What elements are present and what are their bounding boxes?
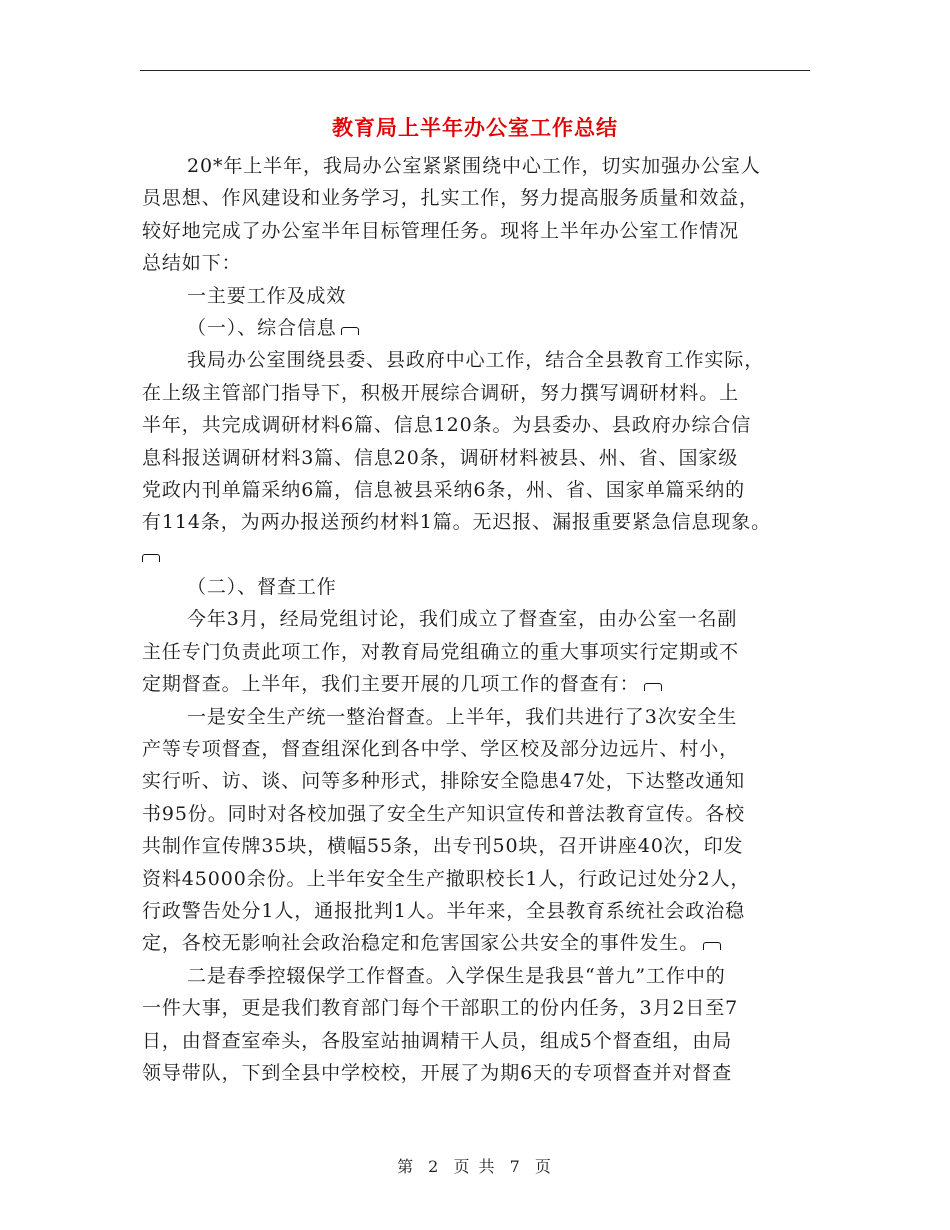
paragraph-line: 书95份。同时对各校加强了安全生产知识宣传和普法教育宣传。各校 [142, 802, 746, 825]
paragraph-line: 员思想、作风建设和业务学习，扎实工作，努力提高服务质量和效益， [142, 187, 759, 210]
paragraph-mark-icon [644, 683, 662, 691]
footer-prefix: 第 [397, 1157, 416, 1176]
subsection-heading: （二）、督查工作 [187, 576, 337, 599]
paragraph-line: 资料45000余份。上半年安全生产撤职校长1人，行政记过处分2人， [142, 867, 751, 890]
header-rule [140, 70, 810, 71]
document-body [142, 150, 822, 1089]
section-heading: 一主要工作及成效 [187, 284, 347, 307]
paragraph-line: 我局办公室围绕县委、县政府中心工作，结合全县教育工作实际， [187, 349, 765, 372]
paragraph-line: 日，由督查室牵头，各股室站抽调精干人员，组成5个督查组，由局 [142, 1029, 733, 1052]
paragraph-line: 在上级主管部门指导下，积极开展综合调研，努力撰写调研材料。上 [142, 381, 740, 404]
paragraph-line [142, 539, 822, 571]
footer-middle: 页 共 [453, 1157, 497, 1176]
paragraph-line: 二是春季控辍保学工作督查。入学保生是我县“普九”工作中的 [187, 964, 726, 987]
paragraph-line: 总结如下： [142, 252, 242, 275]
paragraph-line: 主任专门负责此项工作，对教育局党组确立的重大事项实行定期或不 [142, 640, 740, 663]
paragraph-line: 行政警告处分1人，通报批判1人。半年来，全县教育系统社会政治稳 [142, 899, 746, 922]
paragraph-line: 实行听、访、谈、问等多种形式，排除安全隐患47处，下达整改通知 [142, 770, 746, 793]
paragraph-mark-icon [341, 327, 359, 335]
paragraph-line: 20*年上半年，我局办公室紧紧围绕中心工作，切实加强办公室人 [187, 155, 761, 177]
paragraph-line: 定，各校无影响社会政治稳定和危害国家公共安全的事件发生。 [142, 927, 822, 959]
paragraph-line: 一是安全生产统一整治督查。上半年，我们共进行了3次安全生 [187, 705, 738, 728]
paragraph-line: 半年，共完成调研材料6篇、信息120条。为县委办、县政府办综合信 [142, 414, 752, 437]
paragraph-line: 较好地完成了办公室半年目标管理任务。现将上半年办公室工作情况 [142, 219, 740, 242]
paragraph-line: 有114条，为两办报送预约材料1篇。无迟报、漏报重要紧急信息现象。 [142, 511, 772, 534]
paragraph-line: 定期督查。上半年，我们主要开展的几项工作的督查有： [142, 668, 822, 700]
subsection-heading: （一）、综合信息 [142, 312, 822, 344]
paragraph-mark-icon [142, 554, 160, 562]
paragraph-line: 一件大事，更是我们教育部门每个干部职工的份内任务，3月2日至7 [142, 997, 739, 1020]
current-page-number: 2 [428, 1157, 441, 1176]
paragraph-line: 党政内刊单篇采纳6篇，信息被县采纳6条，州、省、国家单篇采纳的 [142, 478, 746, 501]
document-title: 教育局上半年办公室工作总结 [332, 115, 618, 140]
paragraph-line: 产等专项督查，督查组深化到各中学、学区校及部分边远片、村小， [142, 738, 740, 761]
total-page-number: 7 [509, 1157, 522, 1176]
paragraph-line: 息科报送调研材料3篇、信息20条，调研材料被县、州、省、国家级 [142, 446, 739, 469]
paragraph-line: 今年3月，经局党组讨论，我们成立了督查室，由办公室一名副 [187, 608, 738, 631]
paragraph-line: 共制作宣传牌35块，横幅55条，出专刊50块，召开讲座40次，印发 [142, 835, 744, 858]
paragraph-line: 领导带队，下到全县中学校校，开展了为期6天的专项督查并对督查 [142, 1061, 733, 1084]
paragraph-mark-icon [703, 942, 721, 950]
footer-suffix: 页 [534, 1157, 553, 1176]
page-footer [0, 1154, 950, 1177]
